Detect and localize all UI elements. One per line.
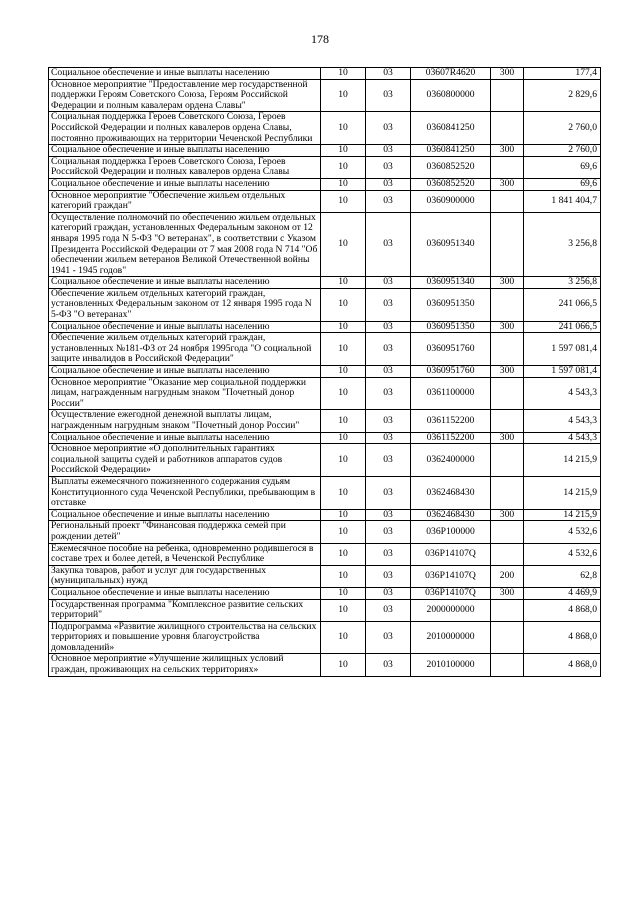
budget-table [48,67,601,677]
amount: 1 597 081,4 [524,333,601,366]
expense-type-code: 300 [491,432,524,444]
row-name: Социальная поддержка Героев Советского Союза, Героев Российской Федерации и полных кавалеров ордена Славы, постоянно проживающих на территории Чеченской Республики [49,112,321,145]
table-row [49,68,601,80]
amount: 14 215,9 [524,509,601,521]
target-article-code: 0360841250 [411,112,491,145]
row-name: Подпрограмма «Развитие жилищного строительства на сельских территориях и повышение уровня благоустройства домовладений» [49,621,321,654]
expense-type-code [491,654,524,676]
row-name: Обеспечение жильем отдельных категорий граждан, установленных №181-ФЗ от 24 ноября 1995года "О социальной защите инвалидов в Российской Федерации" [49,333,321,366]
row-name: Социальное обеспечение и иные выплаты населению [49,366,321,378]
amount: 1 841 404,7 [524,190,601,212]
row-name: Региональный проект "Финансовая поддержка семей при рождении детей" [49,521,321,543]
table-row [49,145,601,157]
section-code: 10 [321,212,366,277]
amount: 177,4 [524,68,601,80]
expense-type-code [491,476,524,509]
amount: 2 760,0 [524,145,601,157]
amount: 241 066,5 [524,288,601,321]
subsection-code: 03 [366,444,411,477]
section-code: 10 [321,654,366,676]
table-row [49,521,601,543]
target-article-code: 036P14107Q [411,565,491,587]
expense-type-code [491,543,524,565]
target-article-code: 0362400000 [411,444,491,477]
row-name: Социальное обеспечение и иные выплаты населению [49,178,321,190]
subsection-code: 03 [366,68,411,80]
amount: 69,6 [524,178,601,190]
expense-type-code [491,212,524,277]
row-name: Осуществление полномочий по обеспечению жильем отдельных категорий граждан, установленных Федеральным законом от 12 января 1995 года N 5-ФЗ "О ветеранах", в соответствии с Указом Президента Российской Федерации от 7 мая 2008 года N 714 "Об обеспечении жильем ветеранов Великой Отечественной войны 1941 - 1945 годов" [49,212,321,277]
subsection-code: 03 [366,277,411,289]
amount: 241 066,5 [524,321,601,333]
subsection-code: 03 [366,476,411,509]
amount: 1 597 081,4 [524,366,601,378]
subsection-code: 03 [366,410,411,432]
target-article-code: 0360852520 [411,156,491,178]
subsection-code: 03 [366,79,411,112]
target-article-code: 036P14107Q [411,587,491,599]
amount: 4 543,3 [524,410,601,432]
section-code: 10 [321,156,366,178]
section-code: 10 [321,288,366,321]
table-row [49,321,601,333]
expense-type-code: 300 [491,509,524,521]
target-article-code: 036P14107Q [411,543,491,565]
table-row [49,112,601,145]
expense-type-code [491,621,524,654]
amount: 3 256,8 [524,277,601,289]
subsection-code: 03 [366,288,411,321]
row-name: Социальное обеспечение и иные выплаты населению [49,587,321,599]
section-code: 10 [321,68,366,80]
table-row [49,366,601,378]
target-article-code: 0360841250 [411,145,491,157]
row-name: Основное мероприятие «Улучшение жилищных условий граждан, проживающих на сельских территориях» [49,654,321,676]
subsection-code: 03 [366,509,411,521]
subsection-code: 03 [366,565,411,587]
row-name: Выплаты ежемесячного пожизненного содержания судьям Конституционного суда Чеченской Республики, пребывающим в отставке [49,476,321,509]
amount: 4 868,0 [524,621,601,654]
target-article-code: 0360951350 [411,321,491,333]
target-article-code: 0360951340 [411,212,491,277]
row-name: Основное мероприятие "Обеспечение жильем отдельных категорий граждан" [49,190,321,212]
subsection-code: 03 [366,432,411,444]
subsection-code: 03 [366,654,411,676]
row-name: Ежемесячное пособие на ребенка, одновременно родившегося в составе трех и более детей, в Чеченской Республике [49,543,321,565]
subsection-code: 03 [366,112,411,145]
section-code: 10 [321,599,366,621]
page-number: 178 [311,32,329,46]
section-code: 10 [321,79,366,112]
subsection-code: 03 [366,156,411,178]
target-article-code: 0362468430 [411,509,491,521]
expense-type-code: 300 [491,587,524,599]
amount: 4 469,9 [524,587,601,599]
row-name: Социальное обеспечение и иные выплаты населению [49,145,321,157]
amount: 2 760,0 [524,112,601,145]
row-name: Социальное обеспечение и иные выплаты населению [49,509,321,521]
table-row [49,599,601,621]
expense-type-code [491,599,524,621]
target-article-code: 0360800000 [411,79,491,112]
expense-type-code: 300 [491,277,524,289]
expense-type-code [491,112,524,145]
row-name: Социальное обеспечение и иные выплаты населению [49,68,321,80]
table-row [49,410,601,432]
row-name: Социальная поддержка Героев Советского Союза, Героев Российской Федерации и полных кавалеров ордена Славы [49,156,321,178]
target-article-code: 0360951760 [411,366,491,378]
subsection-code: 03 [366,621,411,654]
expense-type-code: 300 [491,178,524,190]
subsection-code: 03 [366,377,411,410]
section-code: 10 [321,277,366,289]
target-article-code: 0361152200 [411,410,491,432]
target-article-code: 2010000000 [411,621,491,654]
section-code: 10 [321,543,366,565]
amount: 62,8 [524,565,601,587]
amount: 69,6 [524,156,601,178]
row-name: Закупка товаров, работ и услуг для государственных (муниципальных) нужд [49,565,321,587]
table-row [49,333,601,366]
section-code: 10 [321,410,366,432]
amount: 14 215,9 [524,476,601,509]
target-article-code: 0360951340 [411,277,491,289]
section-code: 10 [321,145,366,157]
row-name: Социальное обеспечение и иные выплаты населению [49,321,321,333]
expense-type-code [491,333,524,366]
target-article-code: 0361100000 [411,377,491,410]
target-article-code: 0361152200 [411,432,491,444]
expense-type-code [491,79,524,112]
table-row [49,156,601,178]
row-name: Основное мероприятие "Предоставление мер государственной поддержки Героям Советского Союза, Героям Российской Федерации и полным кавалерам ордена Славы" [49,79,321,112]
subsection-code: 03 [366,190,411,212]
expense-type-code [491,521,524,543]
table-row [49,476,601,509]
table-row [49,212,601,277]
row-name: Осуществление ежегодной денежной выплаты лицам, награжденным нагрудным знаком "Почетный донор России" [49,410,321,432]
section-code: 10 [321,432,366,444]
subsection-code: 03 [366,145,411,157]
section-code: 10 [321,321,366,333]
amount: 2 829,6 [524,79,601,112]
target-article-code: 0360951350 [411,288,491,321]
amount: 4 543,3 [524,432,601,444]
table-row [49,587,601,599]
section-code: 10 [321,565,366,587]
subsection-code: 03 [366,178,411,190]
section-code: 10 [321,476,366,509]
section-code: 10 [321,587,366,599]
target-article-code: 03607R4620 [411,68,491,80]
expense-type-code [491,156,524,178]
amount: 14 215,9 [524,444,601,477]
amount: 4 543,3 [524,377,601,410]
amount: 4 532,6 [524,521,601,543]
table-row [49,288,601,321]
target-article-code: 0360852520 [411,178,491,190]
row-name: Социальное обеспечение и иные выплаты населению [49,432,321,444]
table-row [49,190,601,212]
table-row [49,377,601,410]
table-row [49,543,601,565]
subsection-code: 03 [366,366,411,378]
budget-table-body [49,68,601,677]
section-code: 10 [321,178,366,190]
row-name: Государственная программа "Комплексное развитие сельских территорий" [49,599,321,621]
row-name: Основное мероприятие "Оказание мер социальной поддержки лицам, награжденным нагрудным знаком "Почетный донор России" [49,377,321,410]
subsection-code: 03 [366,599,411,621]
section-code: 10 [321,377,366,410]
amount: 4 532,6 [524,543,601,565]
expense-type-code [491,190,524,212]
row-name: Социальное обеспечение и иные выплаты населению [49,277,321,289]
expense-type-code: 300 [491,68,524,80]
table-row [49,509,601,521]
expense-type-code [491,410,524,432]
expense-type-code: 300 [491,145,524,157]
section-code: 10 [321,509,366,521]
section-code: 10 [321,366,366,378]
amount: 3 256,8 [524,212,601,277]
subsection-code: 03 [366,212,411,277]
section-code: 10 [321,621,366,654]
subsection-code: 03 [366,587,411,599]
expense-type-code: 300 [491,366,524,378]
section-code: 10 [321,190,366,212]
subsection-code: 03 [366,333,411,366]
target-article-code: 2000000000 [411,599,491,621]
table-row [49,444,601,477]
table-row [49,621,601,654]
expense-type-code [491,377,524,410]
target-article-code: 0362468430 [411,476,491,509]
expense-type-code [491,288,524,321]
target-article-code: 0360900000 [411,190,491,212]
section-code: 10 [321,444,366,477]
expense-type-code [491,444,524,477]
row-name: Обеспечение жильем отдельных категорий граждан, установленных Федеральным законом от 12 января 1995 года N 5-ФЗ "О ветеранах" [49,288,321,321]
subsection-code: 03 [366,521,411,543]
table-row [49,277,601,289]
amount: 4 868,0 [524,599,601,621]
target-article-code: 036P100000 [411,521,491,543]
table-row [49,178,601,190]
section-code: 10 [321,521,366,543]
target-article-code: 2010100000 [411,654,491,676]
section-code: 10 [321,333,366,366]
table-row [49,565,601,587]
expense-type-code: 200 [491,565,524,587]
target-article-code: 0360951760 [411,333,491,366]
subsection-code: 03 [366,321,411,333]
row-name: Основное мероприятие «О дополнительных гарантиях социальной защиты судей и работников аппаратов судов Российской Федерации» [49,444,321,477]
subsection-code: 03 [366,543,411,565]
table-row [49,654,601,676]
table-row [49,432,601,444]
table-row [49,79,601,112]
amount: 4 868,0 [524,654,601,676]
section-code: 10 [321,112,366,145]
expense-type-code: 300 [491,321,524,333]
